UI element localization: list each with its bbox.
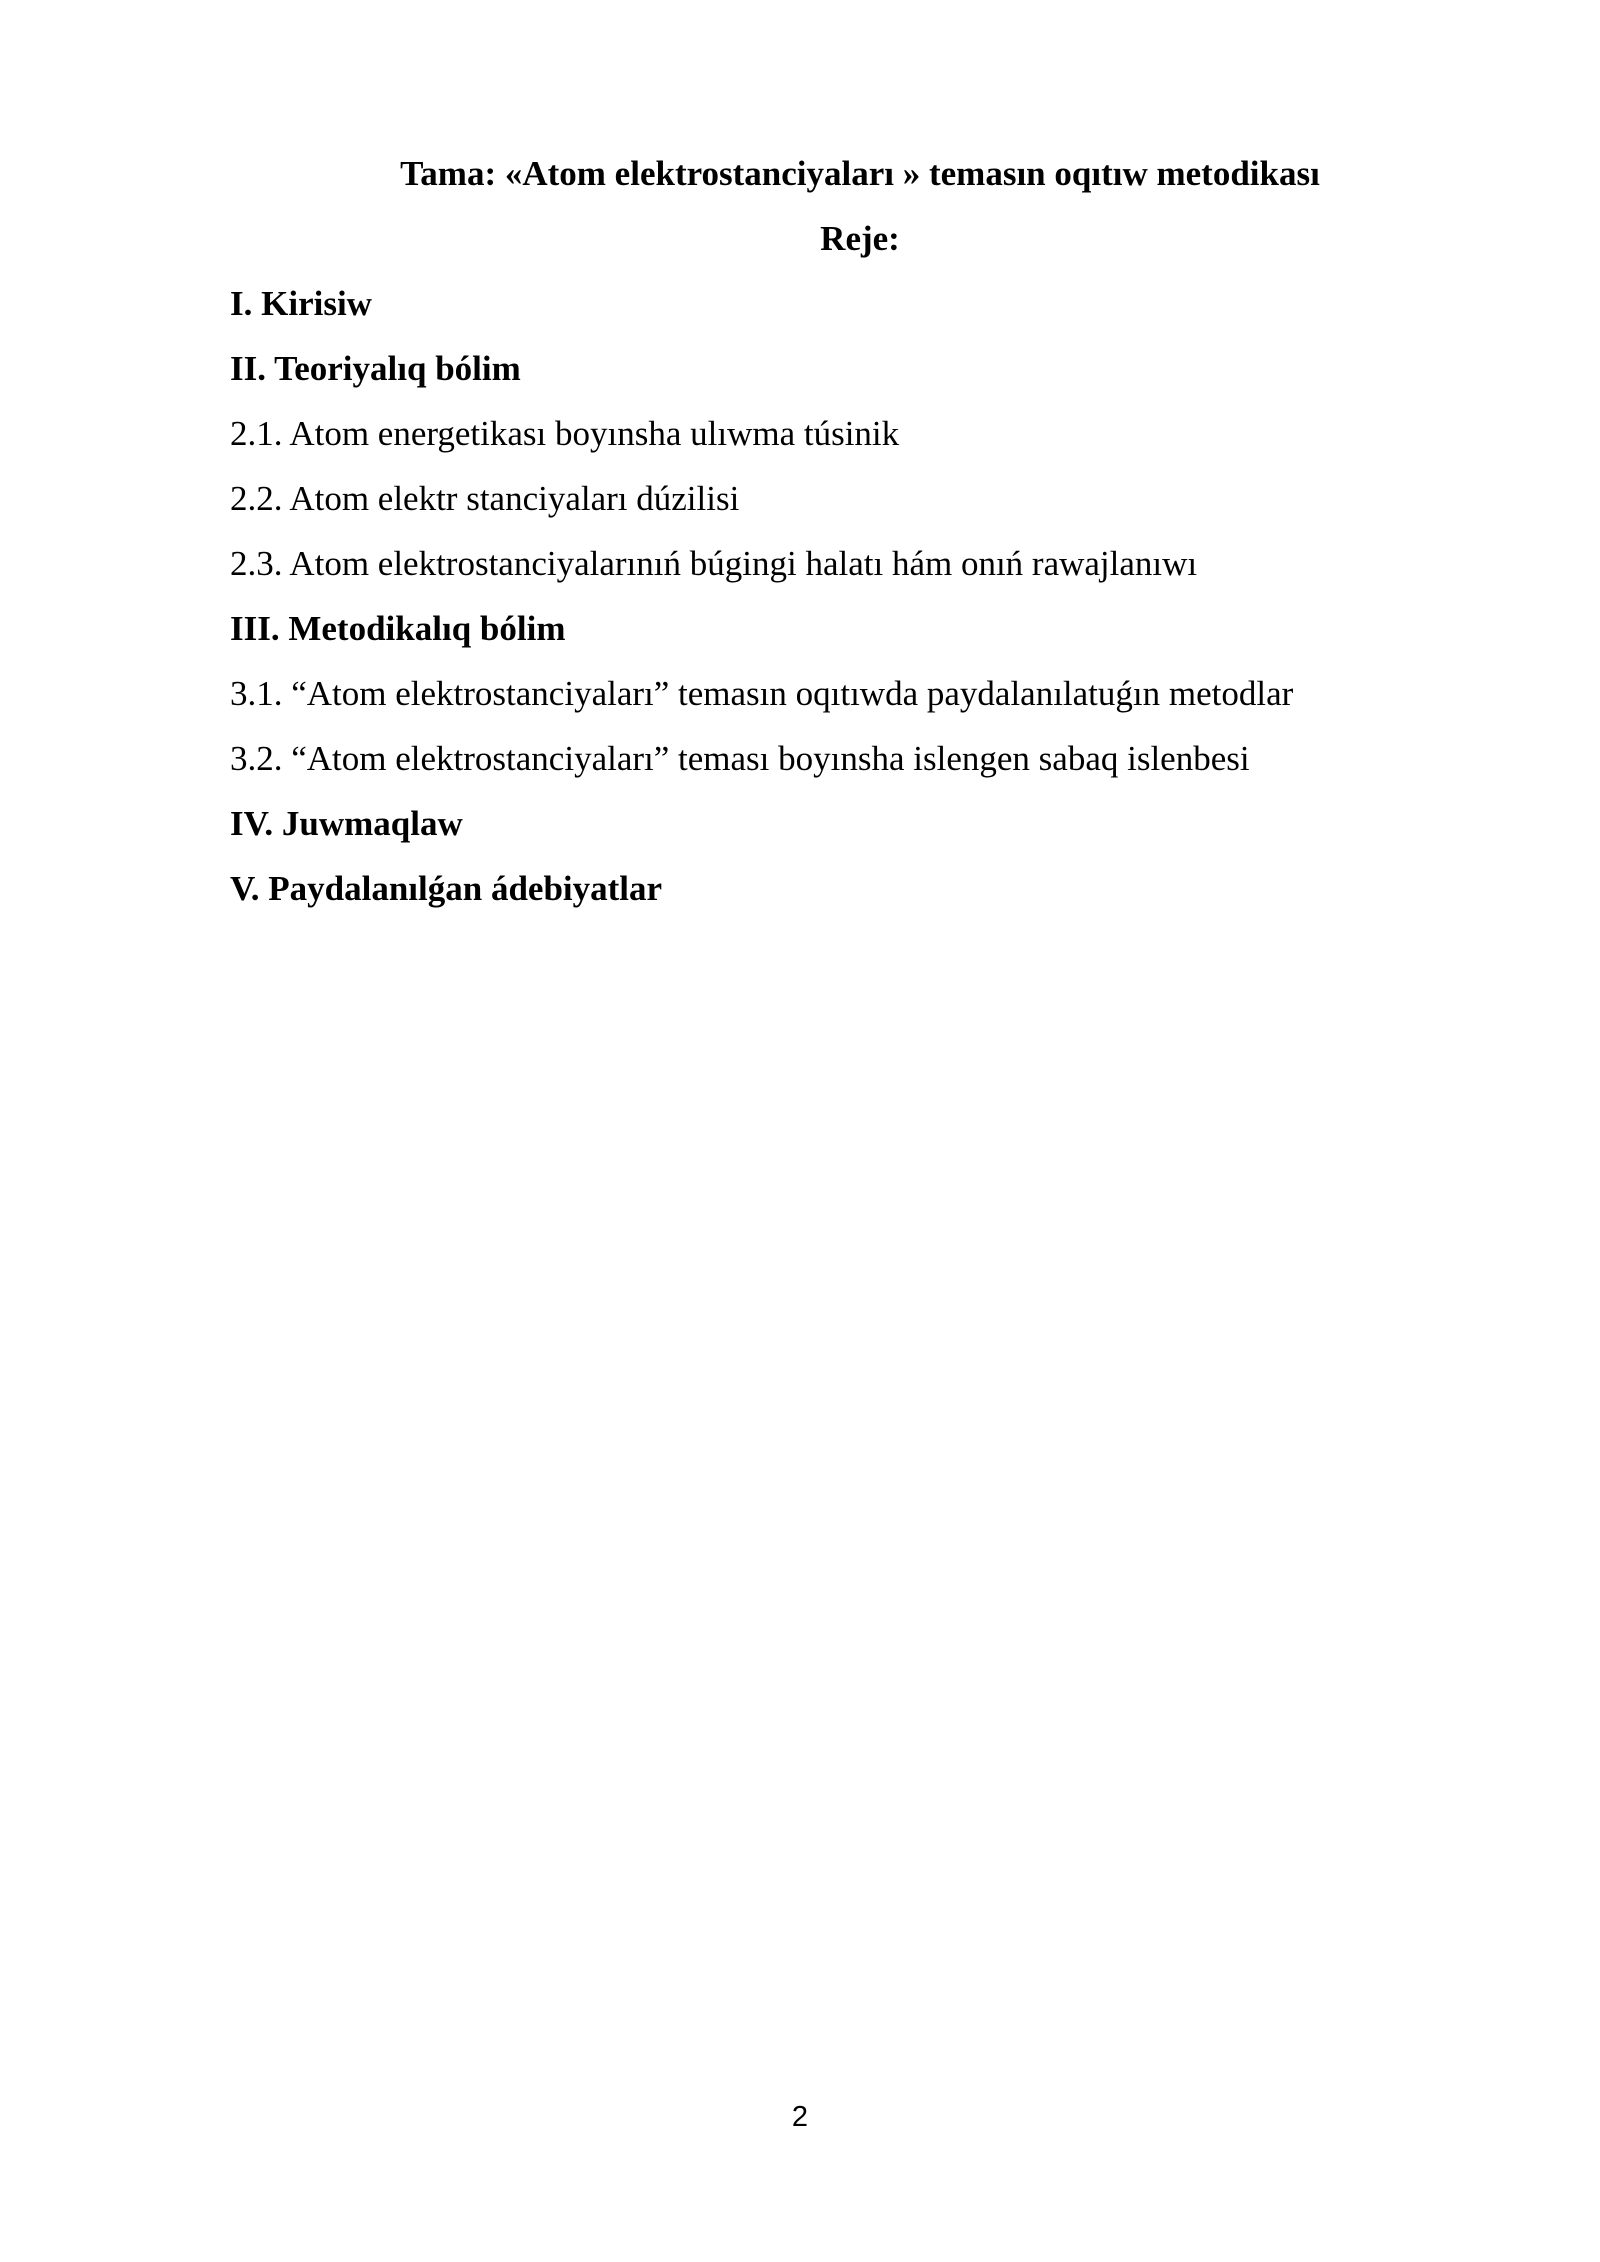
toc-item-conclusion: IV. Juwmaqlaw (230, 804, 463, 843)
toc-item-introduction: I. Kirisiw (230, 284, 372, 323)
toc-item-2-2: 2.2. Atom elektr stanciyaları dúzilisi (230, 479, 740, 518)
toc-item-2-3: 2.3. Atom elektrostanciyalarınıń búgingi halatı hám onıń rawajlanıwı (230, 544, 1198, 583)
document-title: Tama: «Atom elektrostanciyaları » temasın oqıtıw metodikası (400, 154, 1320, 193)
page-number: 2 (791, 2101, 809, 2133)
toc-item-2-1: 2.1. Atom energetikası boyınsha ulıwma túsinik (230, 414, 900, 453)
toc-item-methodology-section: III. Metodikalıq bólim (230, 609, 566, 648)
table-of-contents (230, 278, 1490, 928)
toc-item-references: V. Paydalanılǵan ádebiyatlar (230, 869, 663, 908)
toc-item-theory-section: II. Teoriyalıq bólim (230, 349, 521, 388)
plan-heading: Reje: (820, 219, 900, 258)
toc-item-3-1: 3.1. “Atom elektrostanciyaları” temasın oqıtıwda paydalanılatuǵın metodlar (230, 674, 1294, 713)
toc-item-3-2: 3.2. “Atom elektrostanciyaları” teması boyınsha islengen sabaq islenbesi (230, 739, 1250, 778)
